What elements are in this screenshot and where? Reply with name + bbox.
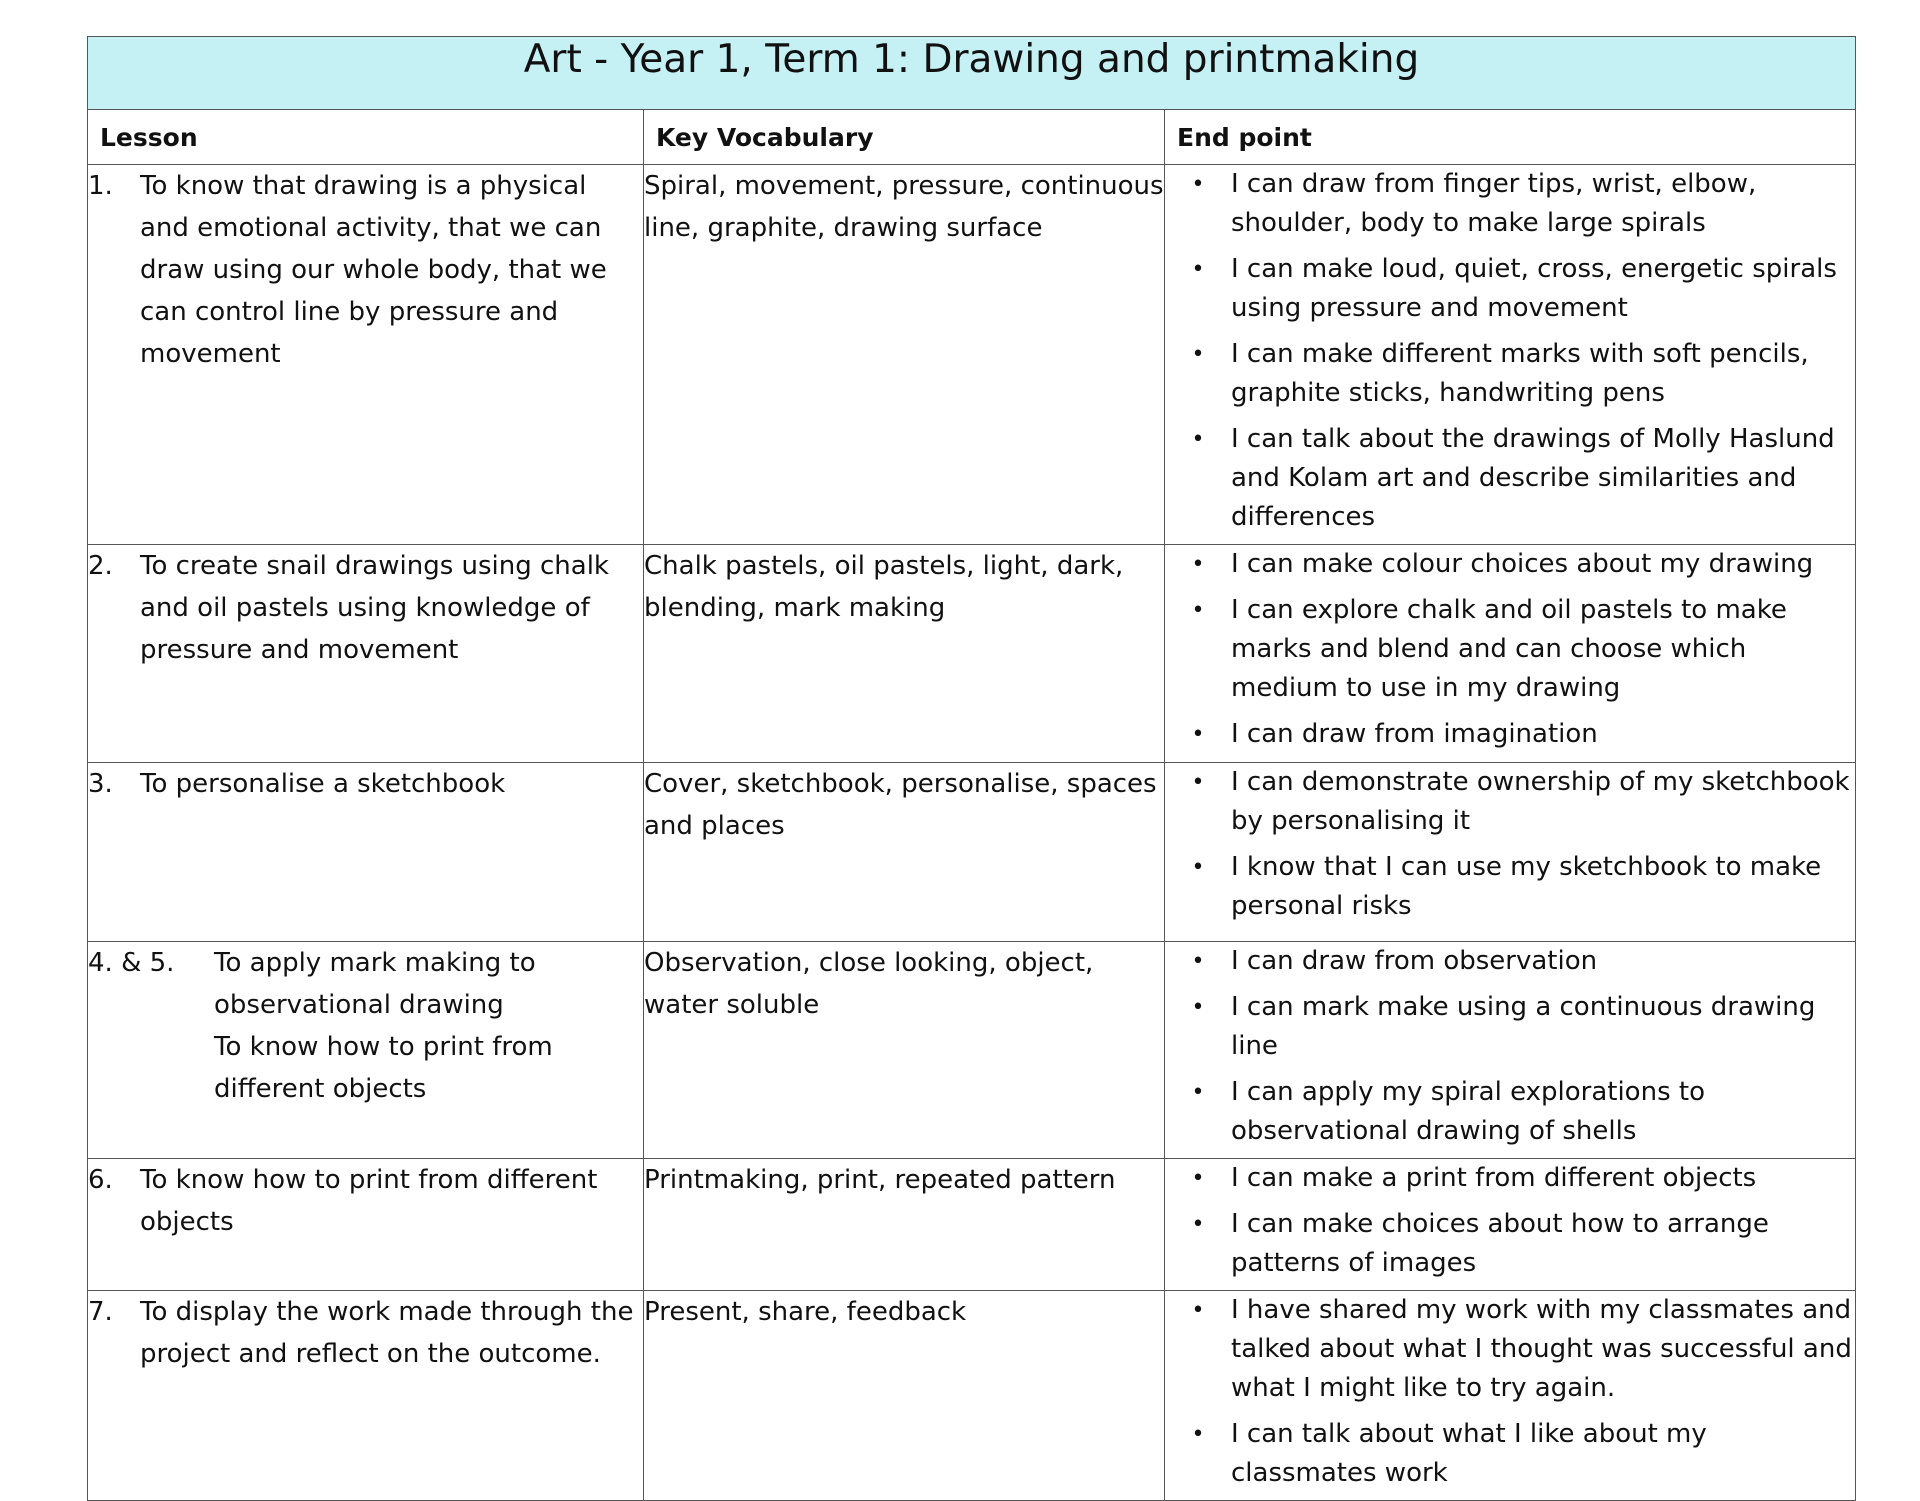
- lesson-objective-line: To personalise a sketchbook: [140, 769, 506, 799]
- end-point-text: I have shared my work with my classmates and talked about what I thought was successful and what I might like to try again.: [1231, 1295, 1852, 1403]
- table-row: [88, 1291, 1856, 1501]
- end-point-text: I can demonstrate ownership of my sketchbook by personalising it: [1231, 767, 1850, 836]
- end-point-cell: [1165, 165, 1856, 545]
- end-point-text: I can make different marks with soft pencils, graphite sticks, handwriting pens: [1231, 339, 1809, 408]
- end-point-text: I can make colour choices about my drawing: [1231, 549, 1814, 579]
- vocabulary-cell: Observation, close looking, object, water soluble: [644, 942, 1165, 1159]
- list-item: [1165, 335, 1855, 413]
- bullet-icon: •: [1191, 1422, 1205, 1447]
- bullet-icon: •: [1191, 995, 1205, 1020]
- bullet-icon: •: [1191, 1212, 1205, 1237]
- header-lesson: Lesson: [88, 110, 644, 165]
- list-item: [1165, 1159, 1855, 1198]
- end-point-text: I can talk about the drawings of Molly Haslund and Kolam art and describe similarities and differences: [1231, 424, 1835, 532]
- end-point-list: [1165, 942, 1855, 1151]
- end-point-text: I can make loud, quiet, cross, energetic spirals using pressure and movement: [1231, 254, 1837, 323]
- table-row: [88, 942, 1856, 1159]
- end-point-list: [1165, 763, 1855, 926]
- vocabulary-cell: Present, share, feedback: [644, 1291, 1165, 1501]
- lesson-objective-line: To display the work made through the project and reflect on the outcome.: [140, 1297, 634, 1369]
- end-point-list: [1165, 1291, 1855, 1493]
- bullet-icon: •: [1191, 257, 1205, 282]
- end-point-cell: [1165, 545, 1856, 763]
- lesson-objective: [140, 763, 505, 805]
- end-point-text: I can mark make using a continuous drawing line: [1231, 992, 1816, 1061]
- lesson-cell: [88, 763, 644, 942]
- bullet-icon: •: [1191, 722, 1205, 747]
- vocabulary-cell: Spiral, movement, pressure, continuous line, graphite, drawing surface: [644, 165, 1165, 545]
- lesson-cell: [88, 1159, 644, 1291]
- bullet-icon: •: [1191, 552, 1205, 577]
- end-point-text: I can make a print from different objects: [1231, 1163, 1757, 1193]
- bullet-icon: •: [1191, 1080, 1205, 1105]
- bullet-icon: •: [1191, 949, 1205, 974]
- lesson-number: 7.: [88, 1297, 113, 1327]
- lesson-cell: [88, 165, 644, 545]
- list-item: [1165, 848, 1855, 926]
- bullet-icon: •: [1191, 855, 1205, 880]
- lesson-cell: [88, 942, 644, 1159]
- list-item: [1165, 165, 1855, 243]
- bullet-icon: •: [1191, 172, 1205, 197]
- list-item: [1165, 1291, 1855, 1408]
- table-row: [88, 545, 1856, 763]
- list-item: [1165, 942, 1855, 981]
- lesson-objective: [140, 1159, 643, 1243]
- lesson-objective-line: To know how to print from different objects: [140, 1165, 598, 1237]
- lesson-objective: [140, 1291, 643, 1375]
- bullet-icon: •: [1191, 342, 1205, 367]
- bullet-icon: •: [1191, 770, 1205, 795]
- bullet-icon: •: [1191, 427, 1205, 452]
- lesson-objective: [140, 545, 643, 671]
- bullet-icon: •: [1191, 1298, 1205, 1323]
- table-row: [88, 165, 1856, 545]
- lesson-objective-line: To create snail drawings using chalk and oil pastels using knowledge of pressure and movement: [140, 551, 609, 665]
- list-item: [1165, 1205, 1855, 1283]
- end-point-list: [1165, 545, 1855, 754]
- list-item: [1165, 988, 1855, 1066]
- end-point-list: [1165, 1159, 1855, 1283]
- vocabulary-cell: Chalk pastels, oil pastels, light, dark, blending, mark making: [644, 545, 1165, 763]
- lesson-cell: [88, 1291, 644, 1501]
- end-point-text: I can draw from finger tips, wrist, elbow, shoulder, body to make large spirals: [1231, 169, 1757, 238]
- bullet-icon: •: [1191, 598, 1205, 623]
- lesson-number: 4. & 5.: [88, 948, 175, 978]
- end-point-text: I can make choices about how to arrange patterns of images: [1231, 1209, 1769, 1278]
- lesson-objective-line: To know that drawing is a physical and emotional activity, that we can draw using our whole body, that we can control line by pressure and movement: [140, 171, 607, 369]
- list-item: [1165, 1415, 1855, 1493]
- lesson-objective-line: To apply mark making to observational drawing: [214, 948, 536, 1020]
- list-item: [1165, 1073, 1855, 1151]
- list-item: [1165, 763, 1855, 841]
- table-row: [88, 1159, 1856, 1291]
- lesson-cell: [88, 545, 644, 763]
- list-item: [1165, 545, 1855, 584]
- end-point-text: I know that I can use my sketchbook to make personal risks: [1231, 852, 1822, 921]
- list-item: [1165, 715, 1855, 754]
- page-title: Art - Year 1, Term 1: Drawing and printmaking: [88, 37, 1856, 110]
- bullet-icon: •: [1191, 1166, 1205, 1191]
- vocabulary-cell: Printmaking, print, repeated pattern: [644, 1159, 1165, 1291]
- art-plan-table: [87, 36, 1856, 1501]
- list-item: [1165, 250, 1855, 328]
- end-point-cell: [1165, 1159, 1856, 1291]
- header-end-point: End point: [1165, 110, 1856, 165]
- end-point-text: I can talk about what I like about my classmates work: [1231, 1419, 1707, 1488]
- end-point-text: I can apply my spiral explorations to observational drawing of shells: [1231, 1077, 1705, 1146]
- end-point-text: I can draw from imagination: [1231, 719, 1598, 749]
- lesson-number: 2.: [88, 551, 113, 581]
- lesson-objective-line: To know how to print from different objects: [214, 1032, 553, 1104]
- table-row: [88, 763, 1856, 942]
- list-item: [1165, 420, 1855, 537]
- lesson-number: 6.: [88, 1165, 113, 1195]
- lesson-objective: [140, 165, 643, 375]
- end-point-cell: [1165, 763, 1856, 942]
- lesson-objective: [214, 942, 643, 1110]
- lesson-number: 3.: [88, 769, 113, 799]
- list-item: [1165, 591, 1855, 708]
- end-point-text: I can draw from observation: [1231, 946, 1598, 976]
- vocabulary-cell: Cover, sketchbook, personalise, spaces and places: [644, 763, 1165, 942]
- end-point-cell: [1165, 942, 1856, 1159]
- end-point-text: I can explore chalk and oil pastels to make marks and blend and can choose which medium to use in my drawing: [1231, 595, 1787, 703]
- end-point-cell: [1165, 1291, 1856, 1501]
- end-point-list: [1165, 165, 1855, 537]
- lesson-number: 1.: [88, 171, 113, 201]
- header-key-vocabulary: Key Vocabulary: [644, 110, 1165, 165]
